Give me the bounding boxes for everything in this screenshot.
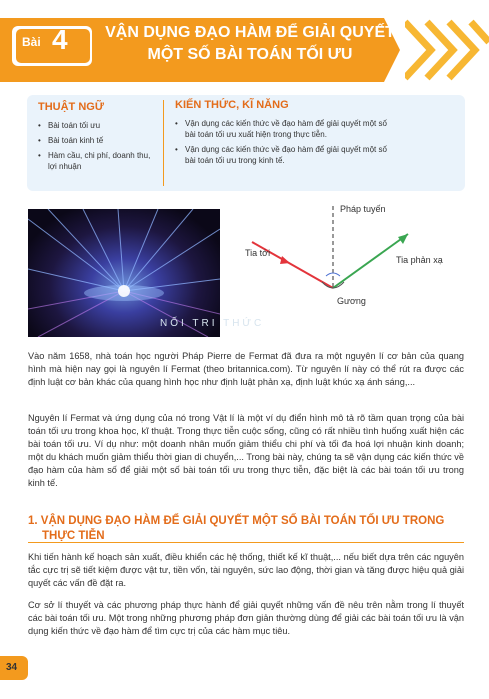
page-number: 34 [6,662,18,673]
lesson-title [100,22,400,66]
objectives-divider [163,100,164,186]
lesson-label: Bài [22,35,41,49]
knowledge-heading: KIẾN THỨC, KĨ NĂNG [175,99,289,111]
section-heading-line1: 1. VẬN DỤNG ĐẠO HÀM ĐỂ GIẢI QUYẾT MỘT SỐ BÀI TOÁN TỐI ƯU TRONG [28,515,445,527]
section-heading-line2: THỰC TIỄN [42,530,105,542]
lesson-title-line1: VẬN DỤNG ĐẠO HÀM ĐỂ GIẢI QUYẾT [105,24,395,41]
term-item: • Hàm cầu, chi phí, doanh thu, lợi nhuận [36,150,160,172]
lesson-number: 4 [52,24,68,55]
paragraph-1: Vào năm 1658, nhà toán học người Pháp Pierre de Fermat đã đưa ra một nguyên lí cơ bản của quang hình mà hiện nay gọi là nguyên lí Fermat (theo britannica.com). Từ nguyên lí này có thể rút ra được các định luật cơ bản khác của quang hình học như định luật phản xạ, định luật khúc xạ ánh sáng,... [28,351,464,387]
paragraph-4: Cơ sở lí thuyết và các phương pháp thực hành để giải quyết những vấn đề nêu trên nằm trong lí thuyết các bài toán tối ưu. Một trong những phương pháp đơn giản thường dùng để giải các bài toán tối ưu là vận dụng kiến thức về đạo hàm để tìm cực trị của các hàm mục tiêu. [28,600,465,636]
angle-arc [326,273,340,276]
term-item: • Bài toán kinh tế [36,135,160,146]
normal-label: Pháp tuyến [340,204,386,214]
knowledge-item: • Vận dụng các kiến thức về đạo hàm để giải quyết một số bài toán tối ưu xuất hiện trong thực tiễn. [173,118,395,140]
knowledge-item: • Vận dụng các kiến thức về đạo hàm để giải quyết một số bài toán tối ưu trong kinh tế. [173,144,395,166]
lesson-title-line2: MỘT SỐ BÀI TOÁN TỐI ƯU [147,46,353,63]
terms-list [36,120,160,176]
knowledge-list [173,118,395,170]
section-heading [28,514,464,544]
reflected-label: Tia phản xạ [396,255,443,265]
term-item: • Bài toán tối ưu [36,120,160,131]
paragraph-2: Nguyên lí Fermat và ứng dụng của nó trong Vật lí là một ví dụ điển hình mô tả rõ tầm quan trọng của bài toán tối ưu trong khoa học, kĩ thuật. Trong thực tiễn cuộc sống, cũng có rất nhiều tình huống xuất hiện các bài toán tối ưu. Ví dụ như: một doanh nhân muốn giảm thiểu chi phí và tối đa hoá lợi nhuận kinh doanh; một du khách muốn giảm thiểu thời gian di chuyển,... Trong bài này, chúng ta sẽ vận dụng các kiến thức về đạo hàm của hàm số để giải một số bài toán tối ưu trong thực tiễn, đặc biệt là các bài toán tối ưu trong kinh tế. [28,413,464,488]
incident-label: Tia tới [245,248,271,258]
reflected-arrow [398,234,408,244]
incident-arrow [280,256,290,264]
section-divider [28,542,464,543]
lesson-banner [0,18,489,82]
paragraph-3: Khi tiến hành kế hoạch sản xuất, điều khiển các hệ thống, thiết kế kĩ thuật,... nếu biết dựa trên các nguyên tắc cực trị sẽ tiết kiệm được vật tư, tiền vốn, tài nguyên, sức lao động, thời gian và tăng được hiệu quả giải quyết các vấn đề đặt ra. [28,552,464,588]
watermark: NỐI TRI THỨC [160,318,265,329]
terms-heading: THUẬT NGỮ [38,101,104,113]
reflection-diagram [230,200,480,340]
chevrons-decoration [405,18,489,82]
mirror-label: Gương [337,296,366,306]
